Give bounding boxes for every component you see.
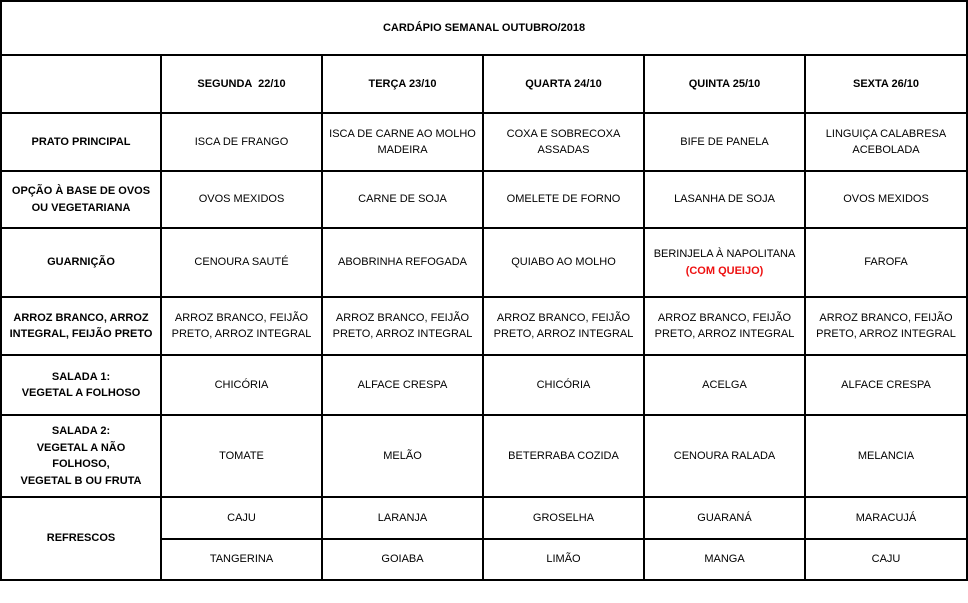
- row-salada-1: [1, 355, 967, 415]
- corner-cell: [1, 55, 161, 113]
- row-label-line: OPÇÃO À BASE DE OVOS: [11, 185, 151, 197]
- menu-cell: FAROFA: [805, 228, 967, 297]
- row-label-line: SALADA 2:: [51, 425, 111, 437]
- menu-cell: MELÃO: [322, 415, 483, 497]
- row-label-line: INTEGRAL, FEIJÃO PRETO: [9, 328, 153, 340]
- menu-cell: GOIABA: [322, 539, 483, 580]
- menu-cell: LASANHA DE SOJA: [644, 171, 805, 228]
- menu-cell: MARACUJÁ: [805, 497, 967, 539]
- row-label-opcao-ovos-vegetariana: [1, 171, 161, 228]
- menu-cell: CHICÓRIA: [483, 355, 644, 415]
- day-header-segunda: SEGUNDA 22/10: [161, 55, 322, 113]
- menu-cell: OMELETE DE FORNO: [483, 171, 644, 228]
- menu-cell: CARNE DE SOJA: [322, 171, 483, 228]
- menu-cell-text: BERINJELA À NAPOLITANA: [653, 248, 796, 260]
- menu-cell: OVOS MEXIDOS: [805, 171, 967, 228]
- menu-cell: ARROZ BRANCO, FEIJÃO PRETO, ARROZ INTEGRAL: [483, 297, 644, 355]
- menu-cell: ISCA DE CARNE AO MOLHO MADEIRA: [322, 113, 483, 171]
- menu-cell: COXA E SOBRECOXA ASSADAS: [483, 113, 644, 171]
- row-opcao-ovos-vegetariana: [1, 171, 967, 228]
- menu-cell: ARROZ BRANCO, FEIJÃO PRETO, ARROZ INTEGRAL: [161, 297, 322, 355]
- row-label-line: VEGETAL A NÃO FOLHOSO,: [36, 441, 126, 470]
- menu-cell: CENOURA SAUTÉ: [161, 228, 322, 297]
- row-label-line: ARROZ BRANCO, ARROZ: [13, 311, 149, 324]
- menu-cell-note: (COM QUEIJO): [685, 264, 764, 277]
- menu-cell: CAJU: [805, 539, 967, 580]
- menu-cell: CENOURA RALADA: [644, 415, 805, 497]
- page-title: CARDÁPIO SEMANAL OUTUBRO/2018: [1, 1, 967, 55]
- menu-cell: ARROZ BRANCO, FEIJÃO PRETO, ARROZ INTEGRAL: [322, 297, 483, 355]
- menu-cell: GROSELHA: [483, 497, 644, 539]
- menu-cell: OVOS MEXIDOS: [161, 171, 322, 228]
- menu-cell-with-note: [644, 228, 805, 297]
- row-label-line: GUARNIÇÃO: [47, 256, 115, 269]
- row-label-guarnicao: [1, 228, 161, 297]
- menu-cell: ISCA DE FRANGO: [161, 113, 322, 171]
- day-header-quarta: QUARTA 24/10: [483, 55, 644, 113]
- menu-cell: LARANJA: [322, 497, 483, 539]
- row-label-refrescos: REFRESCOS: [1, 497, 161, 580]
- menu-cell: ALFACE CRESPA: [322, 355, 483, 415]
- menu-cell: QUIABO AO MOLHO: [483, 228, 644, 297]
- row-label-line: VEGETAL B OU FRUTA: [20, 474, 142, 487]
- menu-cell: CHICÓRIA: [161, 355, 322, 415]
- menu-cell: ARROZ BRANCO, FEIJÃO PRETO, ARROZ INTEGRAL: [805, 297, 967, 355]
- row-prato-principal: [1, 113, 967, 171]
- row-arroz-feijao: [1, 297, 967, 355]
- menu-cell: GUARANÁ: [644, 497, 805, 539]
- menu-cell: ARROZ BRANCO, FEIJÃO PRETO, ARROZ INTEGRAL: [644, 297, 805, 355]
- row-guarnicao: [1, 228, 967, 297]
- row-salada-2: [1, 415, 967, 497]
- row-label-prato-principal: [1, 113, 161, 171]
- day-header-quinta: QUINTA 25/10: [644, 55, 805, 113]
- row-label-arroz-feijao: [1, 297, 161, 355]
- menu-cell: BETERRABA COZIDA: [483, 415, 644, 497]
- row-label-salada-1: [1, 355, 161, 415]
- row-label-line: OU VEGETARIANA: [31, 201, 131, 214]
- menu-cell: ABOBRINHA REFOGADA: [322, 228, 483, 297]
- menu-cell: MELANCIA: [805, 415, 967, 497]
- menu-cell: ACELGA: [644, 355, 805, 415]
- row-label-salada-2: [1, 415, 161, 497]
- row-label-line: VEGETAL A FOLHOSO: [21, 387, 141, 399]
- menu-cell: TOMATE: [161, 415, 322, 497]
- menu-cell: BIFE DE PANELA: [644, 113, 805, 171]
- header-row: [1, 55, 967, 113]
- menu-cell: MANGA: [644, 539, 805, 580]
- row-label-line: PRATO PRINCIPAL: [31, 135, 131, 148]
- day-header-terca: TERÇA 23/10: [322, 55, 483, 113]
- title-row: [1, 1, 967, 55]
- menu-cell: LIMÃO: [483, 539, 644, 580]
- menu-cell: LINGUIÇA CALABRESA ACEBOLADA: [805, 113, 967, 171]
- menu-cell: CAJU: [161, 497, 322, 539]
- day-header-sexta: SEXTA 26/10: [805, 55, 967, 113]
- row-refrescos-1: [1, 497, 967, 539]
- menu-cell: ALFACE CRESPA: [805, 355, 967, 415]
- row-label-line: SALADA 1:: [51, 370, 111, 383]
- menu-cell: TANGERINA: [161, 539, 322, 580]
